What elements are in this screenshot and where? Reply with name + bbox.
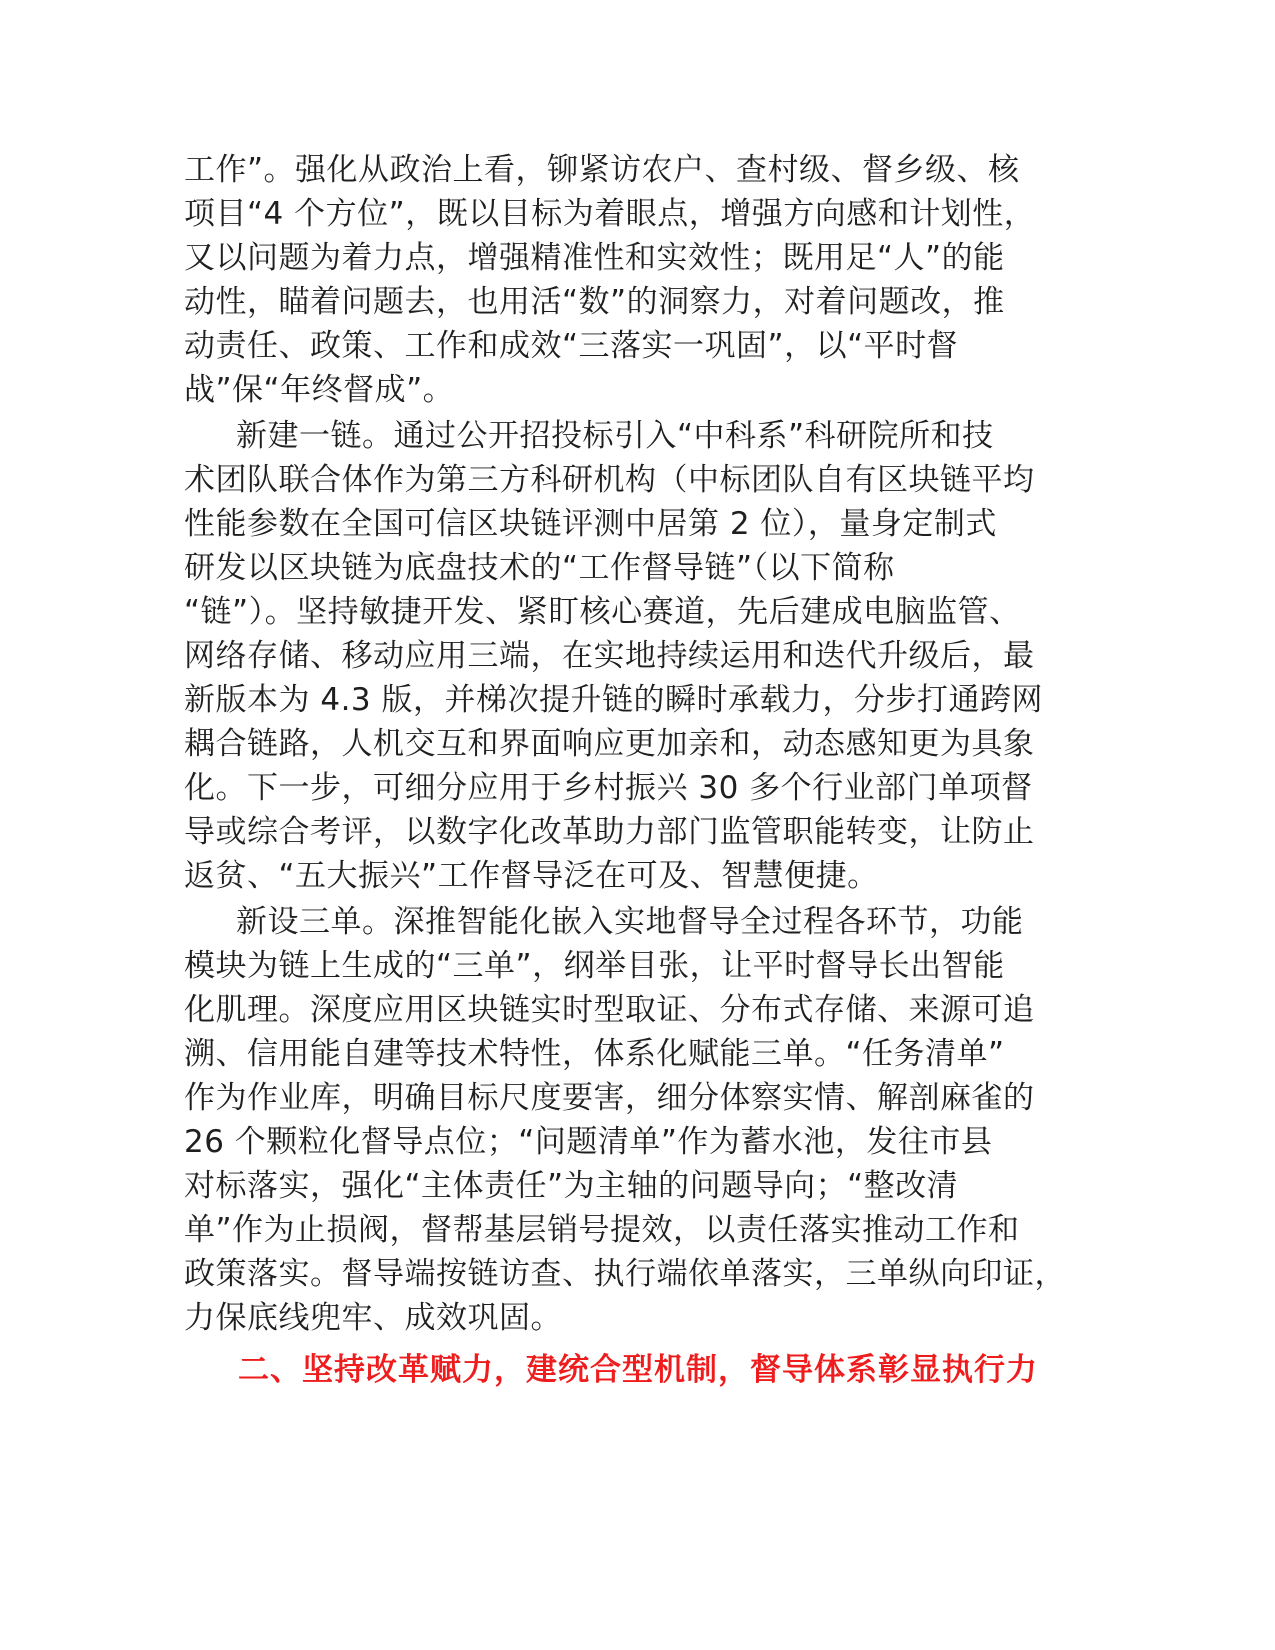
text-line: 新版本为 4.3 版，并梯次提升链的瞬时承载力，分步打通跨网 bbox=[184, 682, 1044, 718]
text-line: 作为作业库，明确目标尺度要害，细分体察实情、解剖麻雀的 bbox=[184, 1080, 1035, 1116]
text-line: 26 个颗粒化督导点位；“问题清单”作为蓄水池，发往市县 bbox=[184, 1124, 993, 1160]
text-line: 化。下一步，可细分应用于乡村振兴 30 多个行业部门单项督 bbox=[184, 770, 1033, 806]
section-heading: 二、坚持改革赋力，建统合型机制，督导体系彰显执行力 bbox=[238, 1352, 1038, 1388]
text-line: 动性，瞄着问题去，也用活“数”的洞察力，对着问题改，推 bbox=[184, 284, 1005, 320]
text-line: 政策落实。督导端按链访查、执行端依单落实，三单纵向印证， bbox=[184, 1256, 1066, 1292]
text-line: 返贫、“五大振兴”工作督导泛在可及、智慧便捷。 bbox=[184, 858, 879, 894]
text-line: 又以问题为着力点，增强精准性和实效性；既用足“人”的能 bbox=[184, 240, 1005, 276]
text-line: 耦合链路，人机交互和界面响应更加亲和，动态感知更为具象 bbox=[184, 726, 1035, 762]
text-line: 研发以区块链为底盘技术的“工作督导链”（以下简称 bbox=[184, 550, 895, 586]
text-line: 模块为链上生成的“三单”，纲举目张，让平时督导长出智能 bbox=[184, 948, 1005, 984]
text-line: 化肌理。深度应用区块链实时型取证、分布式存储、来源可追 bbox=[184, 992, 1035, 1028]
text-line: 性能参数在全国可信区块链评测中居第 2 位），量身定制式 bbox=[184, 506, 997, 542]
text-line: 工作”。强化从政治上看，铆紧访农户、查村级、督乡级、核 bbox=[184, 152, 1020, 188]
text-line: 单”作为止损阀，督帮基层销号提效，以责任落实推动工作和 bbox=[184, 1212, 1020, 1248]
text-line: 溯、信用能自建等技术特性，体系化赋能三单。“任务清单” bbox=[184, 1036, 1005, 1072]
text-line: 战”保“年终督成”。 bbox=[184, 372, 455, 408]
text-line: 导或综合考评，以数字化改革助力部门监管职能转变，让防止 bbox=[184, 814, 1035, 850]
text-line: 项目“4 个方位”，既以目标为着眼点，增强方向感和计划性， bbox=[184, 196, 1036, 232]
text-line: 新设三单。深推智能化嵌入实地督导全过程各环节，功能 bbox=[236, 904, 1024, 940]
text-line: 网络存储、移动应用三端，在实地持续运用和迭代升级后，最 bbox=[184, 638, 1035, 674]
text-line: 术团队联合体作为第三方科研机构（中标团队自有区块链平均 bbox=[184, 462, 1035, 498]
text-line: 力保底线兜牢、成效巩固。 bbox=[184, 1300, 562, 1336]
text-line: 对标落实，强化“主体责任”为主轴的问题导向；“整改清 bbox=[184, 1168, 959, 1204]
text-line: 动责任、政策、工作和成效“三落实一巩固”，以“平时督 bbox=[184, 328, 959, 364]
text-line: “链”）。坚持敏捷开发、紧盯核心赛道，先后建成电脑监管、 bbox=[184, 594, 1021, 630]
text-line: 新建一链。通过公开招投标引入“中科系”科研院所和技 bbox=[236, 418, 994, 454]
